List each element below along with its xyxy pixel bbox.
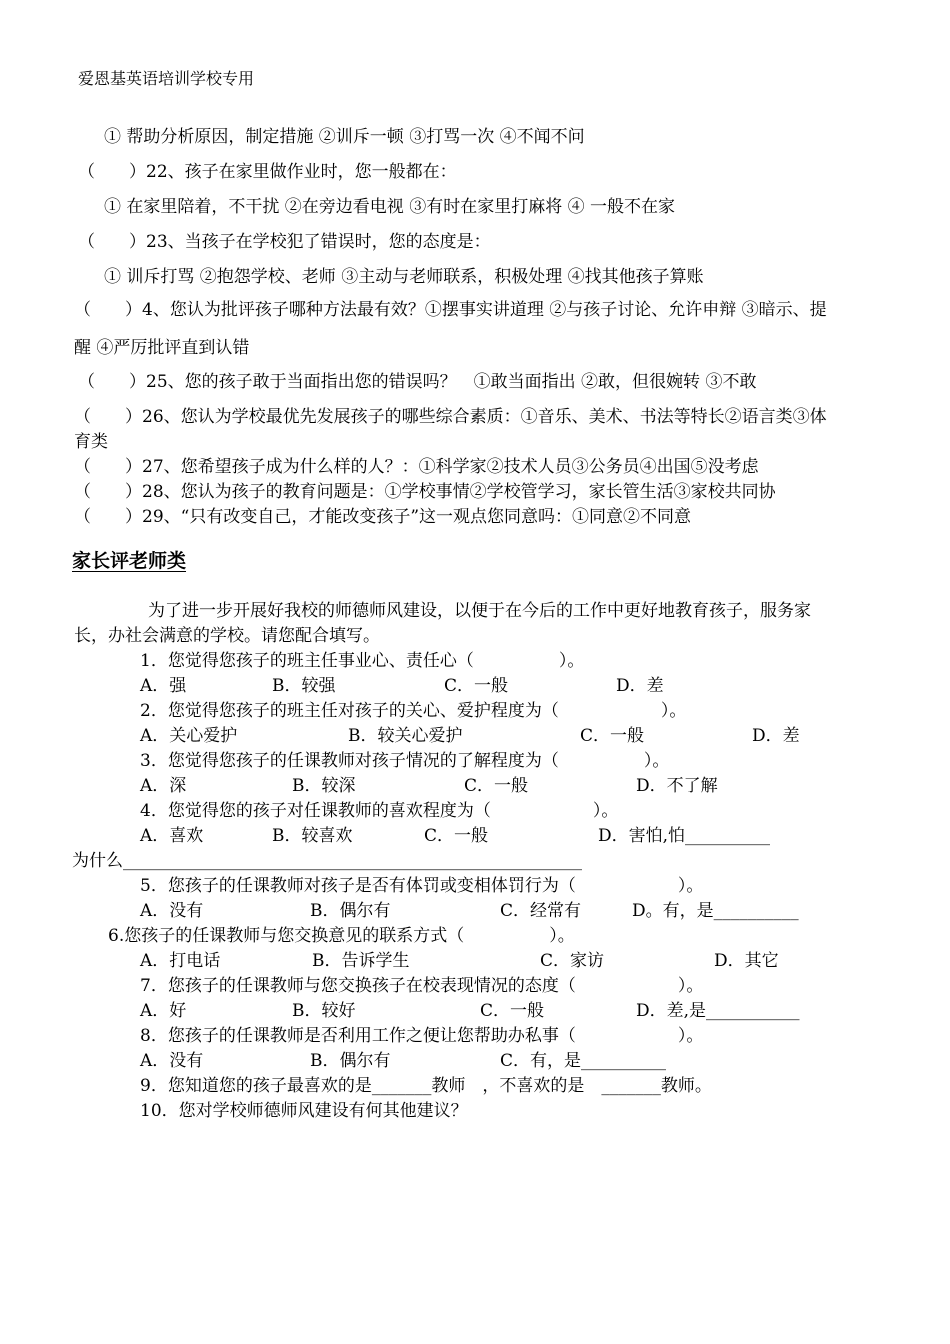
reason-line: 为什么______________________________________________________: [72, 851, 582, 871]
question-6: 6.您孩子的任课教师与您交换意见的联系方式（ ）。: [108, 926, 575, 946]
intro-line: 为了进一步开展好我校的师德师风建设，以便于在今后的工作中更好地教育孩子，服务家: [148, 601, 811, 621]
question-10: 10．您对学校师德师风建设有何其他建议？: [140, 1101, 468, 1121]
option-a: A．强: [140, 676, 187, 696]
option-a: A．没有: [140, 1051, 204, 1071]
question-26: （ ）26、您认为学校最优先发展孩子的哪些综合素质：①音乐、美术、书法等特长②语言类③体: [74, 407, 827, 427]
option-d: D．不了解: [636, 776, 718, 796]
option-c: C．一般: [580, 726, 645, 746]
option-d: D。有，是__________: [632, 901, 799, 921]
question-3: 3．您觉得您孩子的任课教师对孩子情况的了解程度为（ ）。: [140, 751, 670, 771]
option-b: B．较深: [292, 776, 356, 796]
question-2: 2．您觉得您孩子的班主任对孩子的关心、爱护程度为（ ）。: [140, 701, 687, 721]
intro-line: 长，办社会满意的学校。请您配合填写。: [74, 626, 380, 646]
option-c: C．一般: [464, 776, 529, 796]
question-8: 8．您孩子的任课教师是否利用工作之便让您帮助办私事（ ）。: [140, 1026, 704, 1046]
question-options: ① 在家里陪着，不干扰 ②在旁边看电视 ③有时在家里打麻将 ④ 一般不在家: [104, 197, 676, 217]
option-d: D．差: [752, 726, 800, 746]
question-22: （ ）22、孩子在家里做作业时，您一般都在：: [78, 162, 457, 182]
option-a: A．好: [140, 1001, 187, 1021]
page-header: 爱恩基英语培训学校专用: [78, 69, 255, 88]
option-d: D．其它: [714, 951, 779, 971]
question-1: 1．您觉得您孩子的班主任事业心、责任心（ ）。: [140, 651, 585, 671]
option-c: C．一般: [480, 1001, 545, 1021]
option-b: B．告诉学生: [312, 951, 410, 971]
question-28: （ ）28、您认为孩子的教育问题是：①学校事情②学校管学习，家长管生活③家校共同协: [74, 482, 776, 502]
question-23: （ ）23、当孩子在学校犯了错误时，您的态度是：: [78, 232, 491, 252]
option-a: A．深: [140, 776, 187, 796]
option-b: B．较喜欢: [272, 826, 353, 846]
option-d: D．差: [616, 676, 664, 696]
question-27: （ ）27、您希望孩子成为什么样的人？：①科学家②技术人员③公务员④出国⑤没考虑: [74, 457, 759, 477]
question-4: （ ）4、您认为批评孩子哪种方法最有效？①摆事实讲道理 ②与孩子讨论、允许申辩 ③暗示、提: [74, 300, 827, 320]
option-c: C．一般: [444, 676, 509, 696]
section-title: 家长评老师类: [72, 550, 187, 572]
question-9: 9．您知道您的孩子最喜欢的是_______教师 ，不喜欢的是 _______教师。: [140, 1076, 712, 1096]
option-a: A．关心爱护: [140, 726, 238, 746]
question-7: 7．您孩子的任课教师与您交换孩子在校表现情况的态度（ ）。: [140, 976, 704, 996]
option-b: B．偶尔有: [310, 901, 391, 921]
option-c: C．经常有: [500, 901, 582, 921]
option-c: C．一般: [424, 826, 489, 846]
option-b: B．偶尔有: [310, 1051, 391, 1071]
option-a: A．喜欢: [140, 826, 204, 846]
question-options: ① 训斥打骂 ②抱怨学校、老师 ③主动与老师联系，积极处理 ④找其他孩子算账: [104, 267, 704, 287]
option-a: A．打电话: [140, 951, 221, 971]
question-options: ① 帮助分析原因，制定措施 ②训斥一顿 ③打骂一次 ④不闻不问: [104, 127, 585, 147]
option-a: A．没有: [140, 901, 204, 921]
question-4: 4．您觉得您的孩子对任课教师的喜欢程度为（ ）。: [140, 801, 619, 821]
option-b: B．较强: [272, 676, 336, 696]
question-continuation: 育类: [74, 432, 108, 452]
question-continuation: 醒 ④严厉批评直到认错: [74, 338, 250, 358]
option-b: B．较关心爱护: [348, 726, 463, 746]
option-c: C．有，是__________: [500, 1051, 667, 1071]
option-d: D．差,是___________: [636, 1001, 800, 1021]
question-5: 5．您孩子的任课教师对孩子是否有体罚或变相体罚行为（ ）。: [140, 876, 704, 896]
question-29: （ ）29、“只有改变自己，才能改变孩子”这一观点您同意吗：①同意②不同意: [74, 507, 692, 527]
option-c: C．家访: [540, 951, 605, 971]
question-25: （ ）25、您的孩子敢于当面指出您的错误吗？ ①敢当面指出 ②敢，但很婉转 ③不敢: [78, 372, 757, 392]
option-d: D．害怕,怕__________: [598, 826, 771, 846]
option-b: B．较好: [292, 1001, 356, 1021]
